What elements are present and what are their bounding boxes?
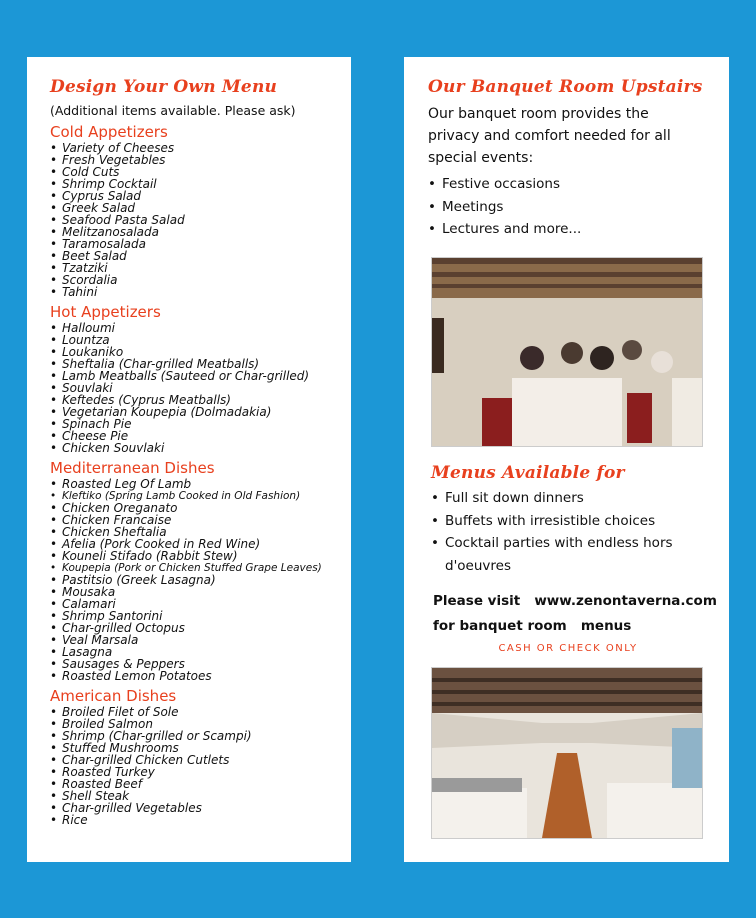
menu-note: (Additional items available. Please ask) <box>50 103 296 118</box>
menu-item: • Cyprus Salad <box>50 190 351 202</box>
menu-title: Design Your Own Menu <box>50 77 278 97</box>
menu-item: • Kleftiko (Spring Lamb Cooked in Old Fashion) <box>50 490 351 502</box>
menu-item: • Chicken Oreganato <box>50 502 351 514</box>
menu-item: • Beet Salad <box>50 250 351 262</box>
cash-note: CASH OR CHECK ONLY <box>498 643 638 654</box>
section-item-list <box>50 142 351 298</box>
menu-item: • Char-grilled Vegetables <box>50 802 351 814</box>
menu-item: • Chicken Sheftalia <box>50 526 351 538</box>
menu-item: • Scordalia <box>50 274 351 286</box>
bullet-item: • Meetings <box>428 196 729 219</box>
menu-item: • Roasted Lemon Potatoes <box>50 670 351 682</box>
menu-item: • Roasted Leg Of Lamb <box>50 478 351 490</box>
menu-item: • Kouneli Stifado (Rabbit Stew) <box>50 550 351 562</box>
menu-item: • Shrimp Santorini <box>50 610 351 622</box>
menus-list <box>431 487 711 577</box>
menu-item: • Rice <box>50 814 351 826</box>
menu-item: • Cold Cuts <box>50 166 351 178</box>
menu-item: • Sausages & Peppers <box>50 658 351 670</box>
menu-item: • Chicken Francaise <box>50 514 351 526</box>
banquet-room-photo <box>431 257 703 447</box>
visit-line-2: for banquet room menus <box>433 618 632 634</box>
bullet-item: • Festive occasions <box>428 173 729 196</box>
menu-item: • Seafood Pasta Salad <box>50 214 351 226</box>
menu-item: • Halloumi <box>50 322 351 334</box>
menu-item: • Char-grilled Octopus <box>50 622 351 634</box>
menus-title: Menus Available for <box>431 463 625 483</box>
menu-item: • Calamari <box>50 598 351 610</box>
section-heading: American Dishes <box>50 687 177 705</box>
menu-item: • Fresh Vegetables <box>50 154 351 166</box>
menu-item: • Char-grilled Chicken Cutlets <box>50 754 351 766</box>
bullet-item: • Buffets with irresistible choices <box>431 510 711 533</box>
bullet-item: • Lectures and more... <box>428 218 729 241</box>
section-item-list <box>50 478 351 682</box>
menu-item: • Shell Steak <box>50 790 351 802</box>
menu-item: • Melitzanosalada <box>50 226 351 238</box>
menu-item: • Souvlaki <box>50 382 351 394</box>
menu-item: • Taramosalada <box>50 238 351 250</box>
menu-item: • Tahini <box>50 286 351 298</box>
section-item-list <box>50 322 351 454</box>
banquet-title: Our Banquet Room Upstairs <box>428 77 703 97</box>
menu-item: • Spinach Pie <box>50 418 351 430</box>
menu-item: • Roasted Beef <box>50 778 351 790</box>
banquet-intro: Our banquet room provides the privacy and comfort needed for all special events: <box>428 106 671 166</box>
section-heading: Hot Appetizers <box>50 303 161 321</box>
menu-item: • Greek Salad <box>50 202 351 214</box>
section-heading: Cold Appetizers <box>50 123 168 141</box>
events-list <box>428 173 729 241</box>
menu-item: • Shrimp Cocktail <box>50 178 351 190</box>
section-heading: Mediterranean Dishes <box>50 459 215 477</box>
section-item-list <box>50 706 351 826</box>
bullet-item: • Full sit down dinners <box>431 487 711 510</box>
menu-item: • Mousaka <box>50 586 351 598</box>
menu-item: • Vegetarian Koupepia (Dolmadakia) <box>50 406 351 418</box>
left-menu-panel <box>27 57 351 862</box>
menu-item: • Sheftalia (Char-grilled Meatballs) <box>50 358 351 370</box>
menu-item: • Koupepia (Pork or Chicken Stuffed Grape Leaves) <box>50 562 351 574</box>
menu-item: • Roasted Turkey <box>50 766 351 778</box>
menu-item: • Lountza <box>50 334 351 346</box>
menu-item: • Stuffed Mushrooms <box>50 742 351 754</box>
visit-line-1: Please visit www.zenontaverna.com <box>433 593 717 609</box>
menu-item: • Broiled Filet of Sole <box>50 706 351 718</box>
menu-item: • Shrimp (Char-grilled or Scampi) <box>50 730 351 742</box>
menu-item: • Tzatziki <box>50 262 351 274</box>
visit-block <box>433 589 717 654</box>
menu-item: • Cheese Pie <box>50 430 351 442</box>
menu-item: • Veal Marsala <box>50 634 351 646</box>
bullet-item: • Cocktail parties with endless hors d'oeuvres <box>431 532 711 577</box>
menu-item: • Loukaniko <box>50 346 351 358</box>
menu-item: • Lasagna <box>50 646 351 658</box>
menu-item: • Broiled Salmon <box>50 718 351 730</box>
menu-item: • Keftedes (Cyprus Meatballs) <box>50 394 351 406</box>
menu-item: • Variety of Cheeses <box>50 142 351 154</box>
dining-room-photo <box>431 667 703 839</box>
menu-item: • Pastitsio (Greek Lasagna) <box>50 574 351 586</box>
menu-item: • Lamb Meatballs (Sauteed or Char-grilled) <box>50 370 351 382</box>
menu-item: • Afelia (Pork Cooked in Red Wine) <box>50 538 351 550</box>
menu-item: • Chicken Souvlaki <box>50 442 351 454</box>
menu-sections <box>50 123 351 826</box>
right-banquet-panel <box>404 57 729 862</box>
